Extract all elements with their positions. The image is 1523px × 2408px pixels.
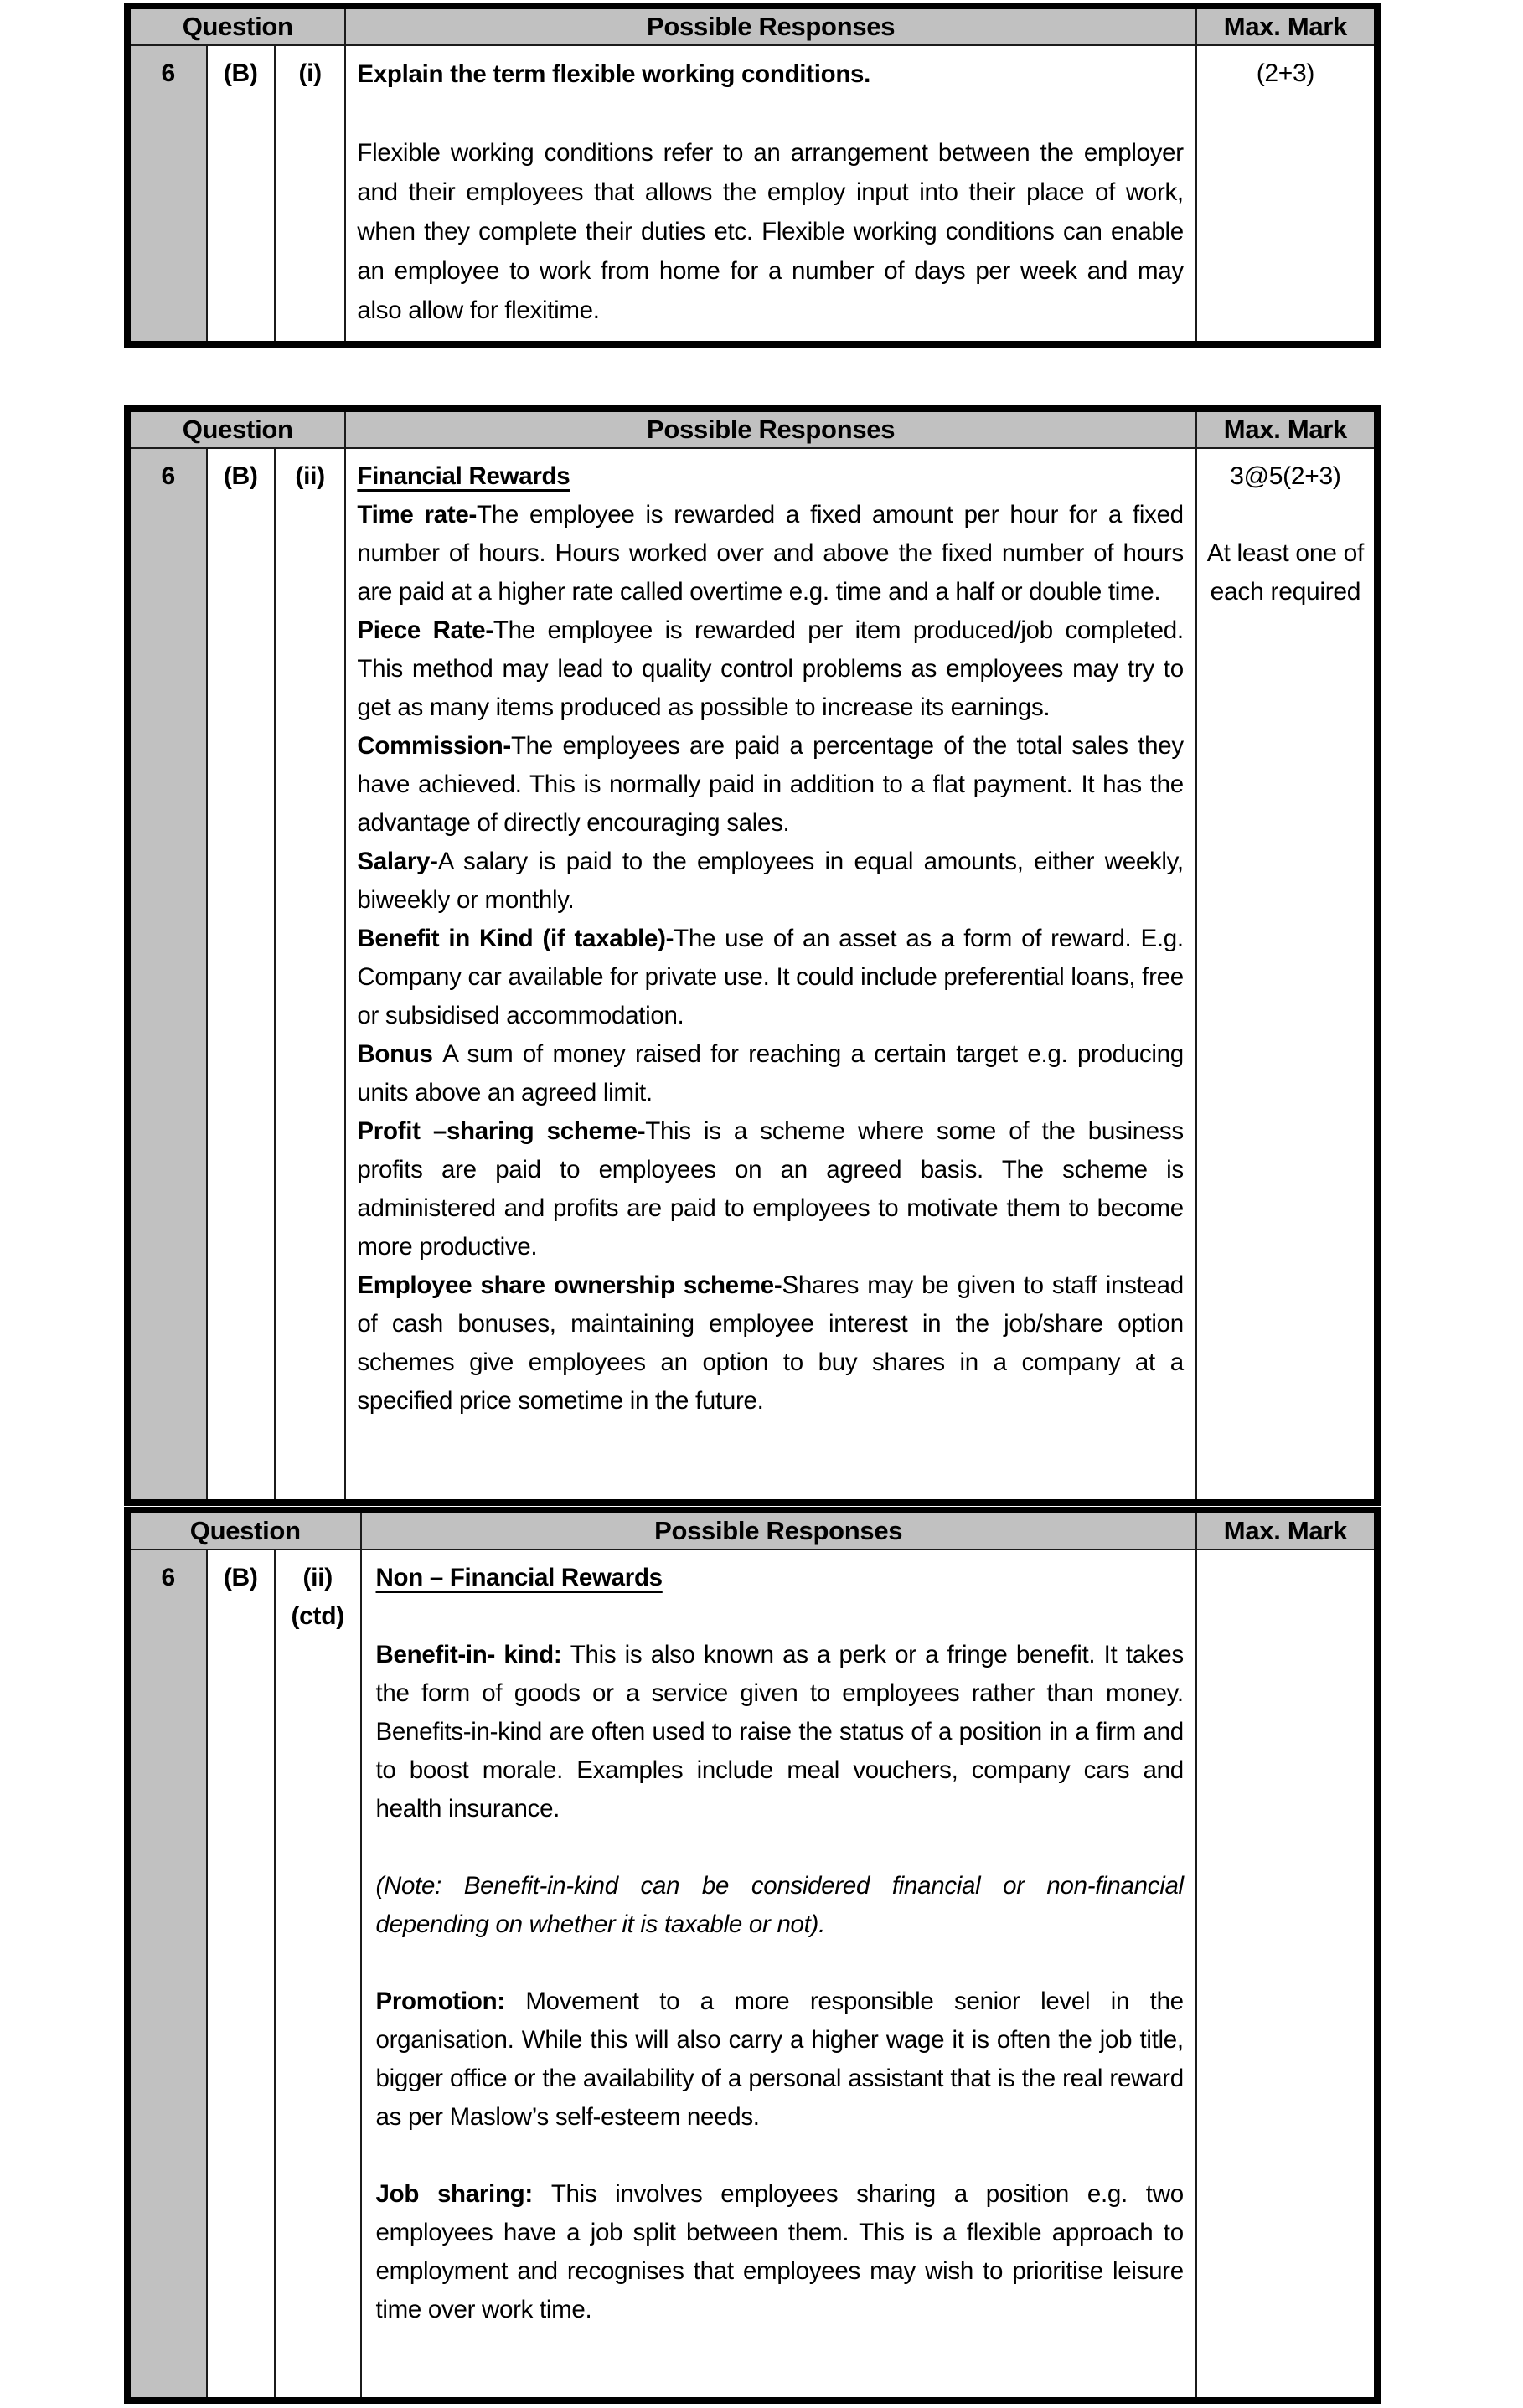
question-number-cell: [127, 45, 207, 344]
reward-paragraph-time-rate: [357, 496, 1183, 611]
term-definition: A sum of money raised for reaching a certain target e.g. producing units above an agreed limit.: [357, 1040, 1184, 1106]
section-heading: Non – Financial Rewards: [375, 1564, 663, 1591]
question-part-cell: [207, 448, 275, 1503]
table-3-content-row: [127, 1549, 1377, 2400]
term-definition: Movement to a more responsible senior level in the organisation. While this will also carry a higher wage it is often the job title, bigger office or the availability of a personal assistant that is the real reward as per Maslow’s self-esteem needs.: [375, 1988, 1184, 2131]
reward-paragraph-profit-sharing: [357, 1112, 1183, 1266]
answer-paragraph: Flexible working conditions refer to an arrangement between the employer and their employees that allows the employ input into their place of work, when they complete their duties etc. Flexible working conditions can enable an employee to work from home for a number of days per week and may also allow for flexitime.: [357, 139, 1184, 324]
question-sub-cell: [275, 1549, 361, 2400]
term-lead: Salary-: [357, 848, 438, 875]
table-1-header-row: [127, 6, 1377, 45]
question-number: 6: [161, 1564, 175, 1591]
blank-line: [1204, 496, 1367, 534]
term-lead: Employee share ownership scheme-: [357, 1271, 782, 1299]
responses-cell: [361, 1549, 1196, 2400]
question-sub-ctd: (ctd): [291, 1602, 344, 1630]
blank-line: [376, 1828, 1184, 1867]
table-1-grid: [124, 3, 1381, 348]
term-definition: A salary is paid to the employees in equal amounts, either weekly, biweekly or monthly.: [357, 848, 1184, 914]
question-header-cell: Question: [127, 6, 345, 45]
question-number: 6: [161, 462, 175, 490]
term-lead: Job sharing:: [375, 2180, 551, 2208]
blank-line: [357, 94, 1183, 133]
term-lead: Benefit-in- kind:: [375, 1641, 570, 1668]
marking-table-1: [124, 3, 1381, 348]
reward-paragraph-benefit-in-kind: [357, 920, 1183, 1035]
blank-line: [376, 1944, 1184, 1983]
question-number-cell: [127, 448, 207, 1503]
reward-paragraph-bonus: [357, 1035, 1183, 1112]
responses-cell: [345, 45, 1195, 344]
question-number-cell: [127, 1549, 207, 2400]
question-number: 6: [161, 59, 175, 87]
reward-paragraph-benefit-in-kind: [376, 1636, 1184, 1828]
term-definition: This is also known as a perk or a fringe benefit. It takes the form of goods or a service given to employees rather than money. Benefits-in-kind are often used to raise the status of a position in a firm and to boost morale. Examples include meal vouchers, company cars and health insurance.: [375, 1641, 1184, 1823]
responses-header-cell: Possible Responses: [345, 6, 1195, 45]
max-mark-value: 3@5(2+3): [1230, 462, 1341, 490]
question-part-cell: [207, 1549, 275, 2400]
table-2-header-row: [127, 409, 1377, 448]
question-sub-cell: [275, 45, 345, 344]
section-heading: Financial Rewards: [357, 462, 570, 490]
reward-paragraph-piece-rate: [357, 611, 1183, 727]
question-sub-cell: [275, 448, 345, 1503]
max-mark-cell: [1196, 45, 1377, 344]
question-header-cell: Question: [127, 1510, 361, 1549]
reward-paragraph-salary: [357, 843, 1183, 920]
question-sub: (ii): [302, 1564, 333, 1591]
term-lead: Bonus: [357, 1040, 443, 1068]
table-3-grid: [124, 1507, 1381, 2404]
table-1-content-row: [127, 45, 1377, 344]
term-lead: Promotion:: [375, 1988, 526, 2015]
max-mark-note: At least one of each required: [1206, 539, 1365, 606]
question-part: (B): [223, 1564, 258, 1591]
responses-header-cell: Possible Responses: [361, 1510, 1196, 1549]
term-definition: Shares may be given to staff instead of cash bonuses, maintaining employee interest in the job/share option schemes give employees an option to buy shares in a company at a specified price sometime in the future.: [357, 1271, 1184, 1415]
responses-cell: [345, 448, 1195, 1503]
blank-line: [376, 1597, 1184, 1636]
table-3-header-row: [127, 1510, 1377, 1549]
reward-paragraph-promotion: [376, 1983, 1184, 2137]
table-2-content-row: [127, 448, 1377, 1503]
term-definition: The employee is rewarded per item produced/job completed. This method may lead to quality control problems as employees may try to get as many items produced as possible to increase its earnings.: [357, 616, 1184, 721]
responses-header-cell: Possible Responses: [345, 409, 1195, 448]
term-lead: Time rate-: [357, 501, 477, 529]
term-definition: This involves employees sharing a position e.g. two employees have a job split between them. This is a flexible approach to employment and recognises that employees may wish to prioritise leisure time over work time.: [375, 2180, 1184, 2323]
max-mark-cell: [1196, 1549, 1377, 2400]
question-sub: (i): [298, 59, 322, 87]
note-paragraph: (Note: Benefit-in-kind can be considered financial or non-financial depending on whether it is taxable or not).: [375, 1872, 1184, 1938]
term-definition: The use of an asset as a form of reward. E.g. Company car available for private use. It could include preferential loans, free or subsidised accommodation.: [357, 925, 1184, 1029]
question-sub: (ii): [295, 462, 325, 490]
reward-paragraph-commission: [357, 727, 1183, 843]
term-definition: The employee is rewarded a fixed amount per hour for a fixed number of hours. Hours worked over and above the fixed number of hours are paid at a higher rate called overtime e.g. time and a half or double time.: [357, 501, 1184, 606]
question-prompt: Explain the term flexible working conditions.: [357, 60, 871, 88]
term-lead: Piece Rate-: [357, 616, 493, 644]
question-part: (B): [223, 59, 258, 87]
mark-header-cell: Max. Mark: [1196, 1510, 1377, 1549]
marking-table-3: [124, 1507, 1381, 2404]
mark-header-cell: Max. Mark: [1196, 409, 1377, 448]
question-header-cell: Question: [127, 409, 345, 448]
marking-table-2: [124, 405, 1381, 1506]
term-lead: Commission-: [357, 732, 511, 760]
reward-paragraph-job-sharing: [376, 2175, 1184, 2329]
mark-header-cell: Max. Mark: [1196, 6, 1377, 45]
term-lead: Profit –sharing scheme-: [357, 1117, 646, 1145]
term-definition: This is a scheme where some of the business profits are paid to employees on an agreed basis. The scheme is administered and profits are paid to employees to motivate them to become more productive.: [357, 1117, 1184, 1261]
reward-paragraph-share-ownership: [357, 1266, 1183, 1421]
question-part-cell: [207, 45, 275, 344]
term-lead: Benefit in Kind (if taxable)-: [357, 925, 674, 952]
question-part: (B): [223, 462, 258, 490]
table-2-grid: [124, 405, 1381, 1506]
max-mark-value: (2+3): [1256, 59, 1315, 87]
max-mark-cell: [1196, 448, 1377, 1503]
blank-line: [376, 2137, 1184, 2175]
term-definition: The employees are paid a percentage of the total sales they have achieved. This is normally paid in addition to a flat payment. It has the advantage of directly encouraging sales.: [357, 732, 1184, 837]
